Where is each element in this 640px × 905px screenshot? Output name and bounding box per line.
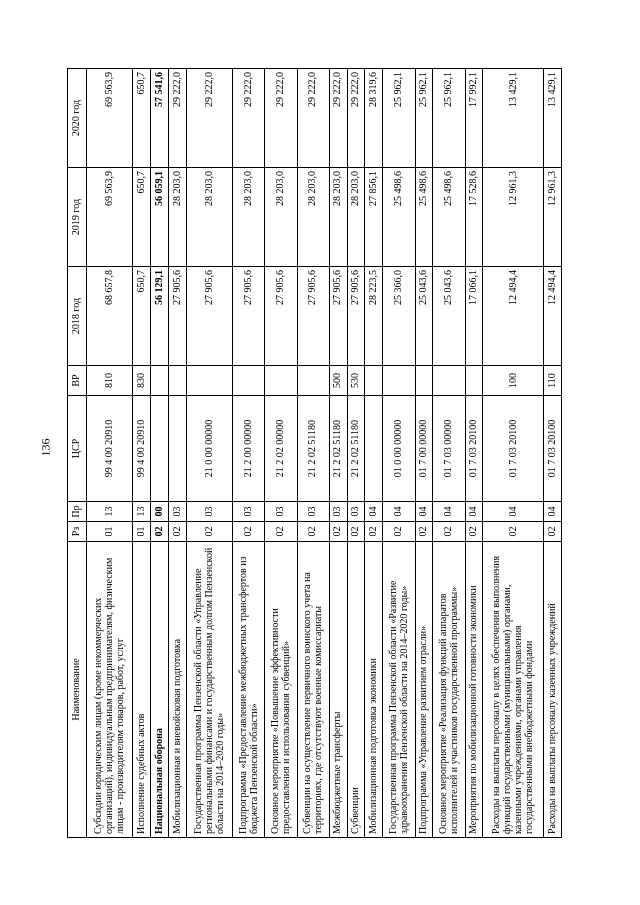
cell-csr: 01 7 03 20100 xyxy=(483,396,543,502)
table-row xyxy=(383,69,415,838)
cell-rz: 02 xyxy=(433,522,465,542)
cell-2019: 28 203,0 xyxy=(297,168,329,267)
cell-name: Подпрограмма «Управление развитием отрасли» xyxy=(415,542,433,838)
table-row xyxy=(169,69,187,838)
cell-name: Национальная оборона xyxy=(151,542,169,838)
cell-2020: 13 429,1 xyxy=(543,69,561,168)
cell-vr: 110 xyxy=(543,366,561,396)
cell-csr: 01 0 00 00000 xyxy=(383,396,415,502)
table-row xyxy=(433,69,465,838)
cell-rz: 02 xyxy=(347,522,365,542)
header-2020: 2020 год xyxy=(68,69,87,168)
table-row xyxy=(329,69,347,838)
cell-rz: 02 xyxy=(543,522,561,542)
cell-2019: 28 203,0 xyxy=(169,168,187,267)
cell-2018: 12 494,4 xyxy=(543,267,561,366)
cell-pr: 04 xyxy=(543,502,561,522)
cell-2018: 27 905,6 xyxy=(329,267,347,366)
cell-csr: 21 2 02 51180 xyxy=(297,396,329,502)
cell-name: Субсидии юридическим лицам (кроме некоммерческих организаций), индивидуальным предпринимателям, физическим лицам - производителям товаров, работ, услуг xyxy=(87,542,133,838)
cell-pr: 04 xyxy=(483,502,543,522)
cell-vr xyxy=(415,366,433,396)
cell-vr xyxy=(297,366,329,396)
cell-2018: 27 905,6 xyxy=(169,267,187,366)
cell-2019: 28 203,0 xyxy=(347,168,365,267)
cell-rz: 02 xyxy=(297,522,329,542)
cell-2019: 17 528,6 xyxy=(465,168,483,267)
cell-2020: 29 222,0 xyxy=(347,69,365,168)
cell-name: Мобилизационная и вневойсковая подготовка xyxy=(169,542,187,838)
cell-2018: 68 657,8 xyxy=(87,267,133,366)
cell-csr xyxy=(365,396,383,502)
cell-2018: 27 905,6 xyxy=(347,267,365,366)
cell-2018: 17 066,1 xyxy=(465,267,483,366)
cell-csr: 01 7 03 00000 xyxy=(433,396,465,502)
table-row xyxy=(365,69,383,838)
cell-pr: 03 xyxy=(329,502,347,522)
cell-name: Субвенции xyxy=(347,542,365,838)
cell-2019: 12 961,3 xyxy=(483,168,543,267)
header-rz: Рз xyxy=(68,522,87,542)
header-csr: ЦСР xyxy=(68,396,87,502)
cell-pr: 04 xyxy=(433,502,465,522)
cell-2020: 28 319,6 xyxy=(365,69,383,168)
cell-csr: 01 7 03 20100 xyxy=(543,396,561,502)
cell-name: Мобилизационная подготовка экономики xyxy=(365,542,383,838)
cell-2020: 13 429,1 xyxy=(483,69,543,168)
cell-pr: 03 xyxy=(233,502,265,522)
cell-vr xyxy=(365,366,383,396)
cell-2020: 29 222,0 xyxy=(329,69,347,168)
cell-vr: 100 xyxy=(483,366,543,396)
cell-csr: 01 7 03 20100 xyxy=(465,396,483,502)
cell-name: Субвенции на осуществление первичного воинского учета на территориях, где отсутствуют военные комиссариаты xyxy=(297,542,329,838)
cell-2019: 12 961,3 xyxy=(543,168,561,267)
cell-rz: 02 xyxy=(415,522,433,542)
cell-csr: 21 2 02 00000 xyxy=(265,396,297,502)
cell-pr: 03 xyxy=(297,502,329,522)
cell-pr: 03 xyxy=(347,502,365,522)
cell-rz: 02 xyxy=(329,522,347,542)
table-row xyxy=(483,69,543,838)
rotated-table-container xyxy=(67,68,562,838)
header-vr: ВР xyxy=(68,366,87,396)
cell-rz: 02 xyxy=(265,522,297,542)
table-row xyxy=(233,69,265,838)
cell-2019: 28 203,0 xyxy=(265,168,297,267)
cell-2019: 69 563,9 xyxy=(87,168,133,267)
cell-2018: 27 905,6 xyxy=(233,267,265,366)
cell-2020: 650,7 xyxy=(133,69,151,168)
table-row xyxy=(465,69,483,838)
cell-csr: 01 7 00 00000 xyxy=(415,396,433,502)
cell-rz: 01 xyxy=(87,522,133,542)
cell-name: Мероприятия по мобилизационной готовности экономики xyxy=(465,542,483,838)
cell-2020: 29 222,0 xyxy=(187,69,233,168)
table-row xyxy=(133,69,151,838)
table-row-total xyxy=(151,69,169,838)
table-row xyxy=(265,69,297,838)
cell-name: Основное мероприятие «Повышение эффективности предоставления и использования субвенций» xyxy=(265,542,297,838)
cell-rz: 01 xyxy=(133,522,151,542)
cell-name: Исполнение судебных актов xyxy=(133,542,151,838)
cell-vr xyxy=(465,366,483,396)
cell-csr: 21 2 00 00000 xyxy=(233,396,265,502)
cell-2020: 29 222,0 xyxy=(297,69,329,168)
cell-vr xyxy=(187,366,233,396)
cell-2018: 25 043,6 xyxy=(433,267,465,366)
cell-2019: 25 498,6 xyxy=(415,168,433,267)
cell-vr: 830 xyxy=(133,366,151,396)
cell-name: Расходы на выплаты персоналу в целях обеспечения выполнения функций государственными (муниципальными) органами, казенными учреждениями, органами управления государственными внебюджетными фондами xyxy=(483,542,543,838)
cell-vr xyxy=(383,366,415,396)
cell-2019: 27 856,1 xyxy=(365,168,383,267)
cell-vr xyxy=(233,366,265,396)
cell-pr: 03 xyxy=(265,502,297,522)
cell-rz: 02 xyxy=(151,522,169,542)
header-2018: 2018 год xyxy=(68,267,87,366)
cell-2019: 56 059,1 xyxy=(151,168,169,267)
table-row xyxy=(87,69,133,838)
cell-2019: 650,7 xyxy=(133,168,151,267)
table-row xyxy=(543,69,561,838)
cell-2018: 28 223,5 xyxy=(365,267,383,366)
cell-rz: 02 xyxy=(383,522,415,542)
cell-csr: 21 2 02 51180 xyxy=(329,396,347,502)
cell-vr: 810 xyxy=(87,366,133,396)
cell-rz: 02 xyxy=(187,522,233,542)
cell-2019: 28 203,0 xyxy=(233,168,265,267)
cell-name: Государственная программа Пензенской области «Управление региональными финансами и государственным долгом Пензенской области на 2014–2020 годы» xyxy=(187,542,233,838)
cell-csr xyxy=(151,396,169,502)
page-number: 136 xyxy=(38,438,53,457)
cell-vr xyxy=(169,366,187,396)
cell-csr: 21 2 02 51180 xyxy=(347,396,365,502)
cell-2020: 25 962,1 xyxy=(383,69,415,168)
table-header-row xyxy=(68,69,87,838)
cell-vr: 530 xyxy=(347,366,365,396)
cell-2019: 28 203,0 xyxy=(329,168,347,267)
budget-table xyxy=(67,68,562,838)
cell-2019: 28 203,0 xyxy=(187,168,233,267)
cell-rz: 02 xyxy=(169,522,187,542)
cell-2020: 29 222,0 xyxy=(265,69,297,168)
header-2019: 2019 год xyxy=(68,168,87,267)
cell-pr: 03 xyxy=(187,502,233,522)
cell-2020: 25 962,1 xyxy=(433,69,465,168)
cell-pr: 13 xyxy=(87,502,133,522)
cell-rz: 02 xyxy=(233,522,265,542)
cell-2018: 27 905,6 xyxy=(187,267,233,366)
cell-csr: 21 0 00 00000 xyxy=(187,396,233,502)
cell-2018: 27 905,6 xyxy=(297,267,329,366)
cell-name: Подпрограмма «Предоставление межбюджетных трансфертов из бюджета Пензенской области» xyxy=(233,542,265,838)
table-row xyxy=(347,69,365,838)
table-row xyxy=(415,69,433,838)
cell-pr: 00 xyxy=(151,502,169,522)
cell-vr: 500 xyxy=(329,366,347,396)
cell-name: Основное мероприятие «Реализация функций аппаратов исполнителей и участников государственной программы» xyxy=(433,542,465,838)
cell-pr: 13 xyxy=(133,502,151,522)
cell-pr: 03 xyxy=(169,502,187,522)
cell-2020: 17 992,1 xyxy=(465,69,483,168)
cell-name: Расходы на выплаты персоналу казенных учреждений xyxy=(543,542,561,838)
cell-rz: 02 xyxy=(483,522,543,542)
cell-rz: 02 xyxy=(465,522,483,542)
cell-csr: 99 4 00 20910 xyxy=(87,396,133,502)
cell-pr: 04 xyxy=(415,502,433,522)
cell-2018: 650,7 xyxy=(133,267,151,366)
cell-2019: 25 498,6 xyxy=(383,168,415,267)
cell-vr xyxy=(265,366,297,396)
header-pr: Пр xyxy=(68,502,87,522)
cell-2019: 25 498,6 xyxy=(433,168,465,267)
cell-2018: 12 494,4 xyxy=(483,267,543,366)
cell-2020: 57 541,6 xyxy=(151,69,169,168)
cell-2020: 29 222,0 xyxy=(233,69,265,168)
cell-pr: 04 xyxy=(465,502,483,522)
cell-2020: 29 222,0 xyxy=(169,69,187,168)
cell-2018: 56 129,1 xyxy=(151,267,169,366)
table-row xyxy=(297,69,329,838)
cell-csr: 99 4 00 20910 xyxy=(133,396,151,502)
cell-2018: 25 043,6 xyxy=(415,267,433,366)
table-row xyxy=(187,69,233,838)
cell-2018: 25 366,0 xyxy=(383,267,415,366)
header-name: Наименование xyxy=(68,542,87,838)
cell-name: Межбюджетные трансферты xyxy=(329,542,347,838)
cell-2020: 69 563,9 xyxy=(87,69,133,168)
cell-pr: 04 xyxy=(365,502,383,522)
cell-2020: 25 962,1 xyxy=(415,69,433,168)
cell-vr xyxy=(433,366,465,396)
cell-rz: 02 xyxy=(365,522,383,542)
cell-name: Государственная программа Пензенской области «Развитие здравоохранения Пензенской области на 2014–2020 годы» xyxy=(383,542,415,838)
cell-vr xyxy=(151,366,169,396)
cell-pr: 04 xyxy=(383,502,415,522)
cell-csr xyxy=(169,396,187,502)
cell-2018: 27 905,6 xyxy=(265,267,297,366)
